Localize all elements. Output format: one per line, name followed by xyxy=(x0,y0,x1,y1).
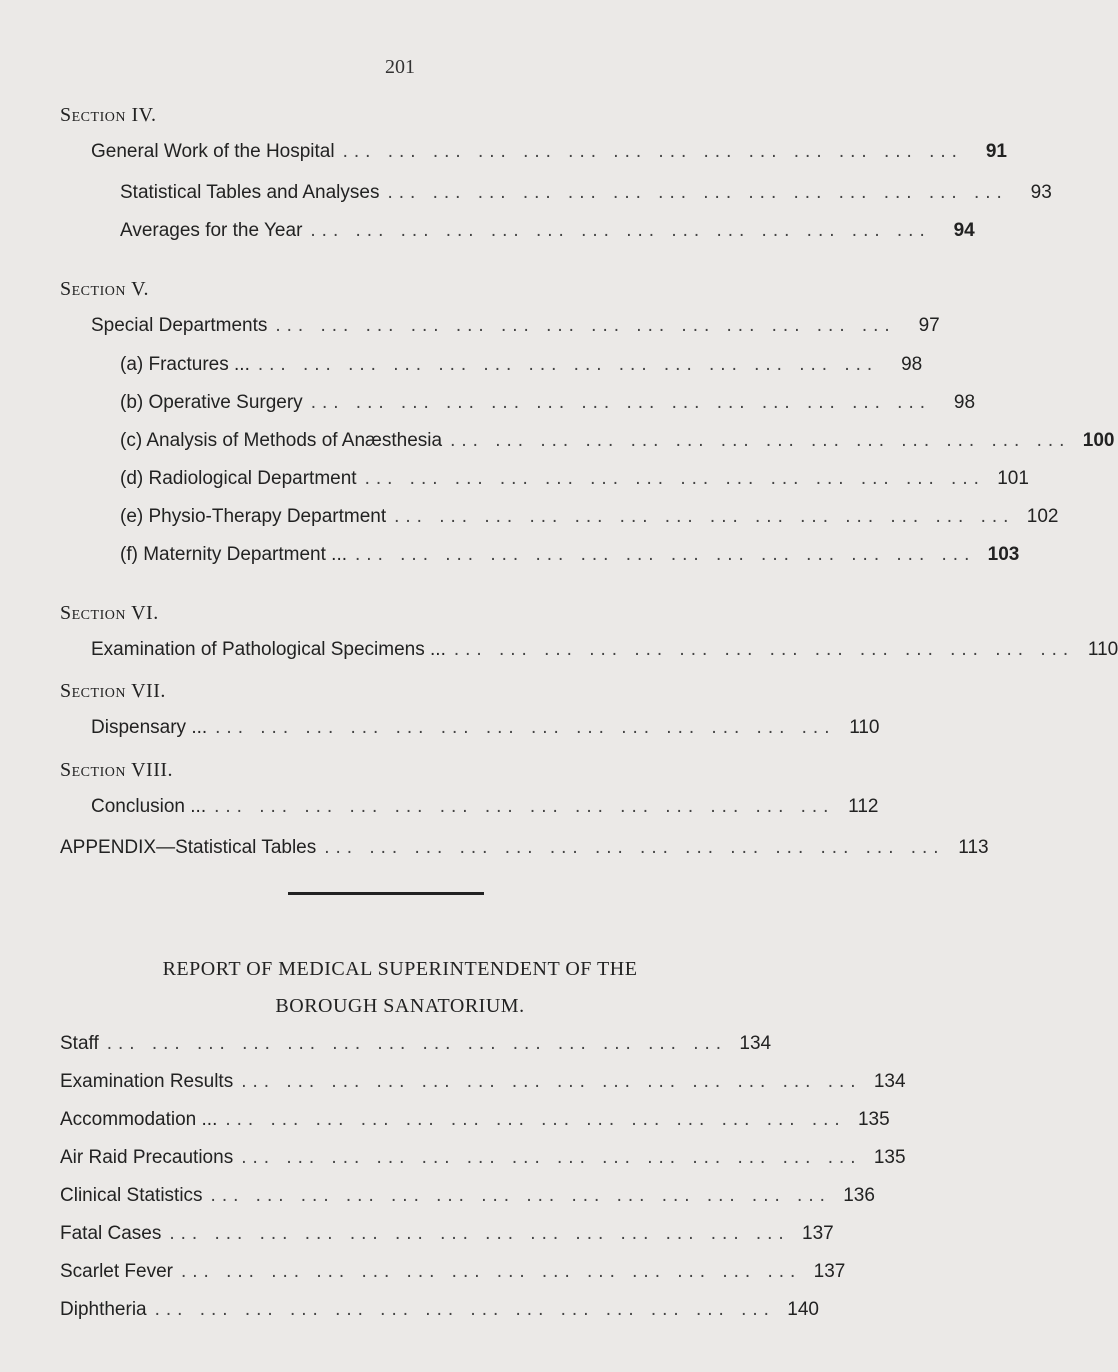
toc-entry-page: 110 xyxy=(849,717,880,738)
leader-dots: ... ... ... ... ... ... ... ... ... ... ... ... ... ... xyxy=(257,354,879,375)
toc-entry xyxy=(91,716,880,740)
toc-entry-label: Averages for the Year xyxy=(120,220,303,241)
toc-entry-label: Statistical Tables and Analyses xyxy=(120,182,380,203)
toc-entry xyxy=(120,505,1059,529)
divider-rule xyxy=(288,892,484,895)
toc-entry-page: 136 xyxy=(843,1185,875,1206)
toc-entry-page: 101 xyxy=(997,468,1029,489)
toc-entry-page: 93 xyxy=(1030,182,1052,203)
toc-entry-page: 98 xyxy=(953,392,976,413)
leader-dots: ... ... ... ... ... ... ... ... ... ... ... ... ... ... xyxy=(214,796,835,817)
leader-dots: ... ... ... ... ... ... ... ... ... ... ... ... ... ... xyxy=(275,315,896,336)
toc-entry xyxy=(91,638,1118,662)
report-title: REPORT OF MEDICAL SUPERINTENDENT OF THE xyxy=(162,958,638,980)
leader-dots: ... ... ... ... ... ... ... ... ... ... ... ... ... ... xyxy=(154,1299,775,1320)
toc-entry-label: (d) Radiological Department xyxy=(120,468,357,489)
toc-entry-page: 140 xyxy=(787,1299,819,1320)
toc-entry xyxy=(60,1222,834,1246)
toc-entry xyxy=(120,181,1052,205)
leader-dots: ... ... ... ... ... ... ... ... ... ... ... ... ... ... xyxy=(450,430,1071,451)
toc-entry-label: Accommodation ... xyxy=(60,1109,218,1130)
toc-entry xyxy=(60,1070,906,1094)
toc-entry xyxy=(91,314,940,338)
leader-dots: ... ... ... ... ... ... ... ... ... ... ... ... ... ... xyxy=(342,141,963,162)
toc-entry-page: 137 xyxy=(813,1261,846,1282)
toc-entry-page: 94 xyxy=(953,220,975,241)
toc-entry-page: 135 xyxy=(873,1147,906,1168)
toc-entry-label: Fatal Cases xyxy=(60,1223,162,1244)
leader-dots: ... ... ... ... ... ... ... ... ... ... ... ... ... ... xyxy=(225,1109,846,1130)
toc-entry xyxy=(120,353,923,377)
toc-entry-label: (c) Analysis of Methods of Anæsthesia xyxy=(120,430,443,451)
toc-entry-page: 134 xyxy=(739,1033,772,1054)
leader-dots: ... ... ... ... ... ... ... ... ... ... ... ... ... ... xyxy=(180,1261,802,1282)
toc-entry-label: Dispensary ... xyxy=(91,717,208,738)
leader-dots: ... ... ... ... ... ... ... ... ... ... ... ... ... ... xyxy=(310,392,932,413)
page-number: 201 xyxy=(385,56,415,78)
toc-entry xyxy=(60,1298,819,1322)
leader-dots: ... ... ... ... ... ... ... ... ... ... ... ... ... ... xyxy=(364,468,985,489)
section-heading: Section VIII. xyxy=(60,759,174,781)
leader-dots: ... ... ... ... ... ... ... ... ... ... ... ... ... ... xyxy=(387,182,1008,203)
toc-entry xyxy=(120,543,1020,567)
toc-entry-label: Special Departments xyxy=(91,315,268,336)
leader-dots: ... ... ... ... ... ... ... ... ... ... ... ... ... ... xyxy=(241,1147,862,1168)
report-subtitle: BOROUGH SANATORIUM. xyxy=(275,995,525,1017)
toc-entry-label: Clinical Statistics xyxy=(60,1185,203,1206)
toc-entry xyxy=(60,1108,890,1132)
toc-entry-page: 113 xyxy=(958,837,989,858)
toc-entry-page: 137 xyxy=(802,1223,834,1244)
toc-entry-label: (f) Maternity Department ... xyxy=(120,544,348,565)
toc-entry xyxy=(120,219,975,243)
toc-entry xyxy=(60,1260,846,1284)
leader-dots: ... ... ... ... ... ... ... ... ... ... ... ... ... ... xyxy=(453,639,1075,660)
toc-entry xyxy=(60,1184,875,1208)
toc-entry-label: (a) Fractures ... xyxy=(120,354,250,375)
toc-entry-label: Examination Results xyxy=(60,1071,234,1092)
toc-entry-page: 91 xyxy=(985,141,1007,162)
toc-entry-page: 97 xyxy=(918,315,940,336)
toc-entry-label: Diphtheria xyxy=(60,1299,147,1320)
toc-entry-label: Conclusion ... xyxy=(91,796,207,817)
leader-dots: ... ... ... ... ... ... ... ... ... ... ... ... ... ... xyxy=(324,837,945,858)
leader-dots: ... ... ... ... ... ... ... ... ... ... ... ... ... ... xyxy=(215,717,836,738)
toc-entry xyxy=(60,1146,906,1170)
section-heading: Section VI. xyxy=(60,602,159,624)
toc-entry xyxy=(60,1032,772,1056)
toc-entry xyxy=(120,429,1115,453)
toc-entry-label: General Work of the Hospital xyxy=(91,141,335,162)
section-heading: Section VII. xyxy=(60,680,166,702)
toc-entry-page: 110 xyxy=(1087,639,1118,660)
toc-entry-page: 98 xyxy=(901,354,923,375)
toc-entry-page: 103 xyxy=(987,544,1020,565)
section-heading: Section V. xyxy=(60,278,149,300)
leader-dots: ... ... ... ... ... ... ... ... ... ... ... ... ... ... xyxy=(310,220,931,241)
leader-dots: ... ... ... ... ... ... ... ... ... ... ... ... ... ... xyxy=(169,1223,790,1244)
toc-entry-label: (e) Physio-Therapy Department xyxy=(120,506,387,527)
toc-entry-page: 134 xyxy=(873,1071,906,1092)
toc-entry-label: (b) Operative Surgery xyxy=(120,392,303,413)
leader-dots: ... ... ... ... ... ... ... ... ... ... ... ... ... ... xyxy=(210,1185,831,1206)
toc-entry-page: 112 xyxy=(848,796,879,817)
leader-dots: ... ... ... ... ... ... ... ... ... ... ... ... ... ... xyxy=(106,1033,728,1054)
toc-entry-page: 135 xyxy=(857,1109,890,1130)
toc-entry-label: Staff xyxy=(60,1033,99,1054)
toc-entry-page: 100 xyxy=(1082,430,1115,451)
toc-entry-label: APPENDIX—Statistical Tables xyxy=(60,837,317,858)
section-heading: Section IV. xyxy=(60,104,157,126)
leader-dots: ... ... ... ... ... ... ... ... ... ... ... ... ... ... xyxy=(355,544,976,565)
toc-entry xyxy=(120,391,976,415)
toc-entry-label: Scarlet Fever xyxy=(60,1261,173,1282)
appendix-entry xyxy=(60,836,989,860)
toc-entry xyxy=(120,467,1029,491)
leader-dots: ... ... ... ... ... ... ... ... ... ... ... ... ... ... xyxy=(241,1071,862,1092)
toc-entry xyxy=(91,795,879,819)
toc-entry-label: Air Raid Precautions xyxy=(60,1147,234,1168)
toc-entry-label: Examination of Pathological Specimens ... xyxy=(91,639,446,660)
toc-entry-page: 102 xyxy=(1026,506,1059,527)
toc-entry xyxy=(91,140,1007,164)
leader-dots: ... ... ... ... ... ... ... ... ... ... ... ... ... ... xyxy=(394,506,1015,527)
